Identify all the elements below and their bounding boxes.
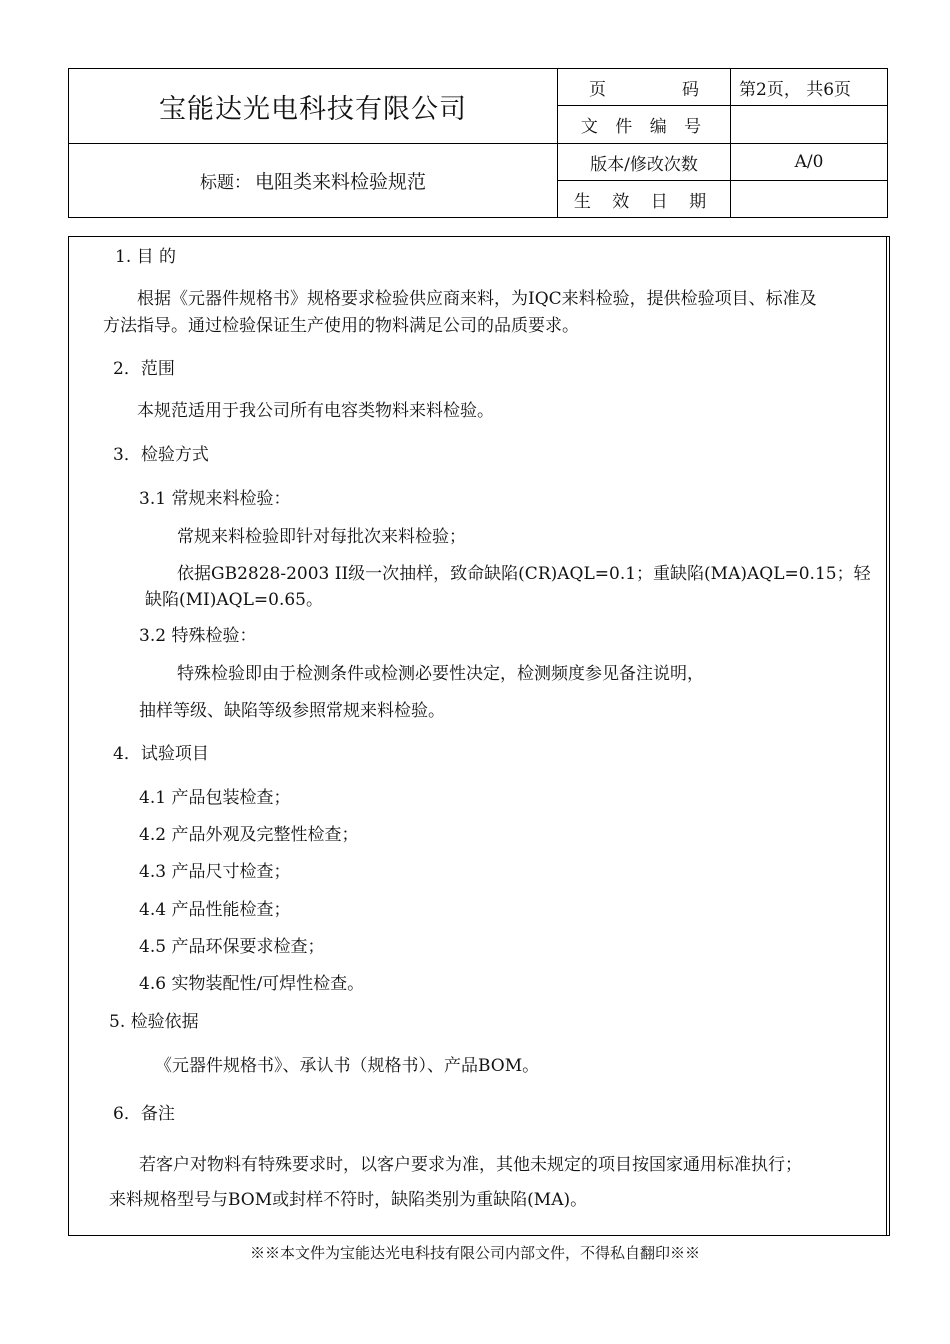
document-body	[68, 236, 890, 1236]
section-2-heading: 2．范围	[113, 359, 175, 379]
company-name-cell	[69, 69, 558, 144]
section-4-item: 4.5 产品环保要求检查；	[139, 937, 325, 957]
section-1-paragraph-line-1: 根据《元器件规格书》规格要求检验供应商来料，为IQC来料检验，提供检验项目、标准及	[137, 289, 817, 309]
section-3-1-text-1: 常规来料检验即针对每批次来料检验；	[177, 527, 466, 547]
document-title	[200, 167, 426, 194]
section-4-heading: 4．试验项目	[113, 744, 209, 764]
section-3-2-heading: 3.2 特殊检验：	[139, 626, 257, 646]
section-6-line-1: 若客户对物料有特殊要求时，以客户要求为准，其他未规定的项目按国家通用标准执行；	[139, 1155, 802, 1175]
page-label: 页 码	[589, 79, 699, 100]
section-4-item: 4.2 产品外观及完整性检查；	[139, 825, 359, 845]
page-label-cell	[558, 69, 731, 106]
version-label-cell	[558, 144, 731, 181]
page-value-cell	[731, 69, 887, 106]
section-3-1-text-2-line-1: 依据GB2828-2003 II级一次抽样，致命缺陷(CR)AQL=0.1；重缺陷(MA)AQL=0.15；轻	[177, 564, 871, 584]
document-header-table	[68, 68, 888, 218]
section-1-paragraph-line-2: 方法指导。通过检验保证生产使用的物料满足公司的品质要求。	[103, 316, 579, 336]
title-cell	[69, 144, 558, 217]
section-1-heading: 1. 目 的	[115, 247, 177, 267]
section-3-1-heading: 3.1 常规来料检验：	[139, 489, 291, 509]
company-name: 宝能达光电科技有限公司	[159, 93, 467, 125]
title-text: 电阻类来料检验规范	[254, 171, 426, 193]
confidentiality-footer: ※※本文件为宝能达光电科技有限公司内部文件，不得私自翻印※※	[249, 1244, 700, 1262]
section-4-item: 4.3 产品尺寸检查；	[139, 862, 291, 882]
title-label: 标题：	[199, 173, 251, 193]
effective-date-value-cell	[731, 181, 887, 217]
doc-no-label: 文 件 编 号	[580, 117, 708, 137]
section-6-line-2: 来料规格型号与BOM或封样不符时，缺陷类别为重缺陷(MA)。	[109, 1190, 588, 1210]
doc-no-value-cell	[731, 106, 887, 144]
section-4-item: 4.6 实物装配性/可焊性检查。	[139, 974, 365, 994]
version-value-cell	[731, 144, 887, 181]
page-value: 第2页， 共6页	[739, 79, 852, 100]
doc-no-label-cell	[558, 106, 731, 144]
section-4-item: 4.1 产品包装检查；	[139, 788, 291, 808]
section-5-heading: 5. 检验依据	[109, 1012, 199, 1032]
effective-date-label: 生 效 日 期	[573, 191, 715, 212]
section-3-2-text-1: 特殊检验即由于检测条件或检测必要性决定，检测频度参见备注说明，	[177, 664, 704, 684]
section-5-text: 《元器件规格书》、承认书（规格书）、产品BOM。	[155, 1056, 540, 1076]
section-6-heading: 6．备注	[113, 1104, 175, 1124]
version-value: A/0	[794, 152, 824, 172]
section-4-item: 4.4 产品性能检查；	[139, 900, 291, 920]
effective-date-label-cell	[558, 181, 731, 217]
version-label: 版本/修改次数	[590, 154, 698, 175]
section-3-1-text-2-line-2: 缺陷(MI)AQL=0.65。	[145, 590, 323, 610]
section-2-text: 本规范适用于我公司所有电容类物料来料检验。	[137, 401, 494, 421]
section-3-2-text-2: 抽样等级、缺陷等级参照常规来料检验。	[139, 701, 445, 721]
section-3-heading: 3．检验方式	[113, 445, 209, 465]
